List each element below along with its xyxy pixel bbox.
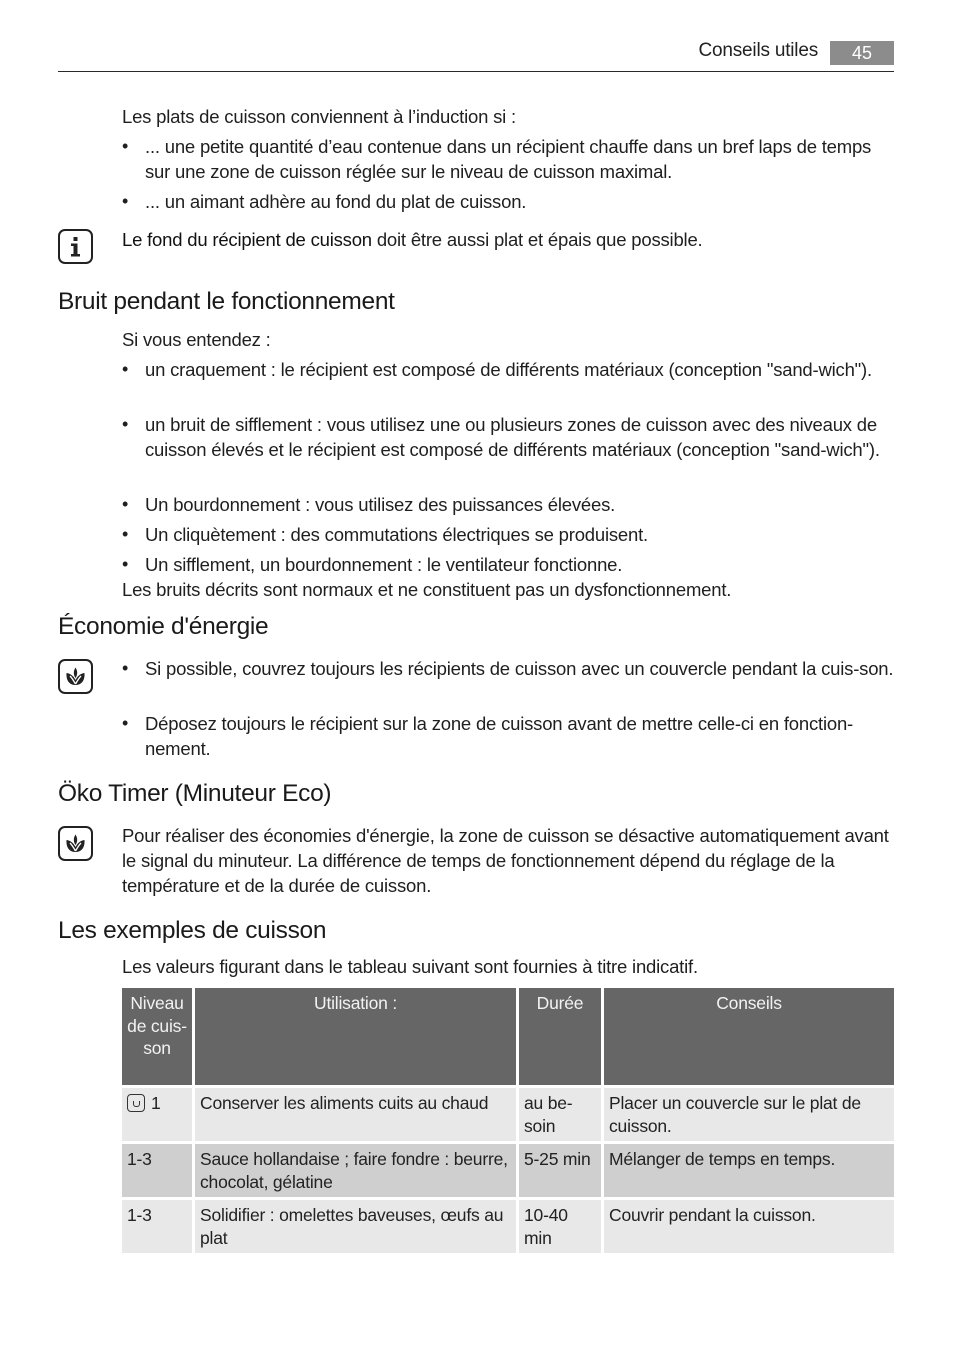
bullet-text: Un bourdonnement : vous utilisez des puissances élevées. [145,494,616,515]
noise-bullet [122,357,894,382]
bullet-dot: • [122,359,129,379]
cell-tip: Placer un couvercle sur le plat de cuisson. [604,1088,894,1144]
bullet-dot: • [122,414,129,434]
info-icon [58,229,93,264]
table-header-row [122,988,894,1088]
section-heading-oko-timer: Öko Timer (Minuteur Eco) [58,780,332,807]
induction-bullet [122,189,894,214]
page-header [58,38,894,72]
info-note-text: doit être aussi plat et épais que possible. [371,229,703,250]
bullet-dot: • [122,524,129,544]
noise-bullet [122,552,894,577]
bullet-dot: • [122,136,129,156]
bullet-dot: • [122,658,129,678]
table-row [122,1144,894,1200]
section-heading-noise: Bruit pendant le fonctionnement [58,288,395,315]
cell-level [122,1088,195,1144]
induction-intro: Les plats de cuisson conviennent à l’induction si : [122,106,516,127]
bullet-dot: • [122,494,129,514]
info-note [122,227,894,252]
cell-tip: Couvrir pendant la cuisson. [604,1200,894,1256]
bullet-text: un craquement : le récipient est composé de différents matériaux (conception "sand-wich"). [145,359,872,380]
cell-level-value: 1 [151,1093,161,1113]
cell-level: 1-3 [122,1144,195,1200]
noise-bullet [122,522,894,547]
column-header-use: Utilisation : [195,988,519,1088]
bullet-text: Déposez toujours le récipient sur la zone de cuisson avant de mettre celle-ci en fonction-nement. [145,713,853,759]
section-heading-energy: Économie d'énergie [58,613,269,640]
bullet-dot: • [122,191,129,211]
noise-bullet [122,492,894,517]
cell-use: Sauce hollandaise ; faire fondre : beurre, chocolat, gélatine [195,1144,519,1200]
noise-conclusion: Les bruits décrits sont normaux et ne constituent pas un dysfonctionnement. [122,579,732,600]
cooking-examples-table [122,988,894,1256]
bullet-text: Un cliquètement : des commutations électriques se produisent. [145,524,648,545]
bullet-text: Un sifflement, un bourdonnement : le ventilateur fonctionne. [145,554,623,575]
keep-warm-icon [127,1094,145,1112]
bullet-text: Si possible, couvrez toujours les récipients de cuisson avec un couvercle pendant la cuis-son. [145,658,894,679]
bullet-dot: • [122,713,129,733]
noise-intro: Si vous entendez : [122,329,271,350]
table-row [122,1088,894,1144]
bullet-dot: • [122,554,129,574]
header-section-title: Conseils utiles [698,40,818,61]
cell-use: Solidifier : omelettes baveuses, œufs au plat [195,1200,519,1256]
info-note-emphasis: Le fond du récipient de cuisson [122,229,372,250]
energy-bullet [122,711,894,761]
cell-level: 1-3 [122,1200,195,1256]
oko-timer-text: Pour réaliser des économies d'énergie, la zone de cuisson se désactive automatiquement avant le signal du minuteur. La différence de temps de fonctionnement dépend du réglage de la température et de la durée de cuisson. [122,825,889,896]
eco-leaf-icon [58,826,93,861]
table-row [122,1200,894,1256]
examples-intro: Les valeurs figurant dans le tableau suivant sont fournies à titre indicatif. [122,956,698,977]
eco-leaf-icon [58,659,93,694]
energy-bullet [122,656,894,681]
bullet-text: ... une petite quantité d’eau contenue dans un récipient chauffe dans un bref laps de temps sur une zone de cuisson réglée sur le niveau de cuisson maximal. [145,136,872,182]
cell-tip: Mélanger de temps en temps. [604,1144,894,1200]
column-header-level: Niveau de cuis-son [122,988,195,1088]
page-number: 45 [830,41,894,65]
column-header-duration: Durée [519,988,604,1088]
cell-use: Conserver les aliments cuits au chaud [195,1088,519,1144]
section-heading-examples: Les exemples de cuisson [58,917,327,944]
cell-duration: 10-40 min [519,1200,604,1256]
bullet-text: un bruit de sifflement : vous utilisez une ou plusieurs zones de cuisson avec des niveaux de cuisson élevés et le récipient est composé de différents matériaux (conception "sand-wich"). [145,414,880,460]
noise-bullet [122,412,894,462]
induction-bullet [122,134,894,184]
bullet-text: ... un aimant adhère au fond du plat de cuisson. [145,191,527,212]
column-header-tips: Conseils [604,988,894,1088]
cell-duration: 5-25 min [519,1144,604,1200]
cell-duration: au be-soin [519,1088,604,1144]
